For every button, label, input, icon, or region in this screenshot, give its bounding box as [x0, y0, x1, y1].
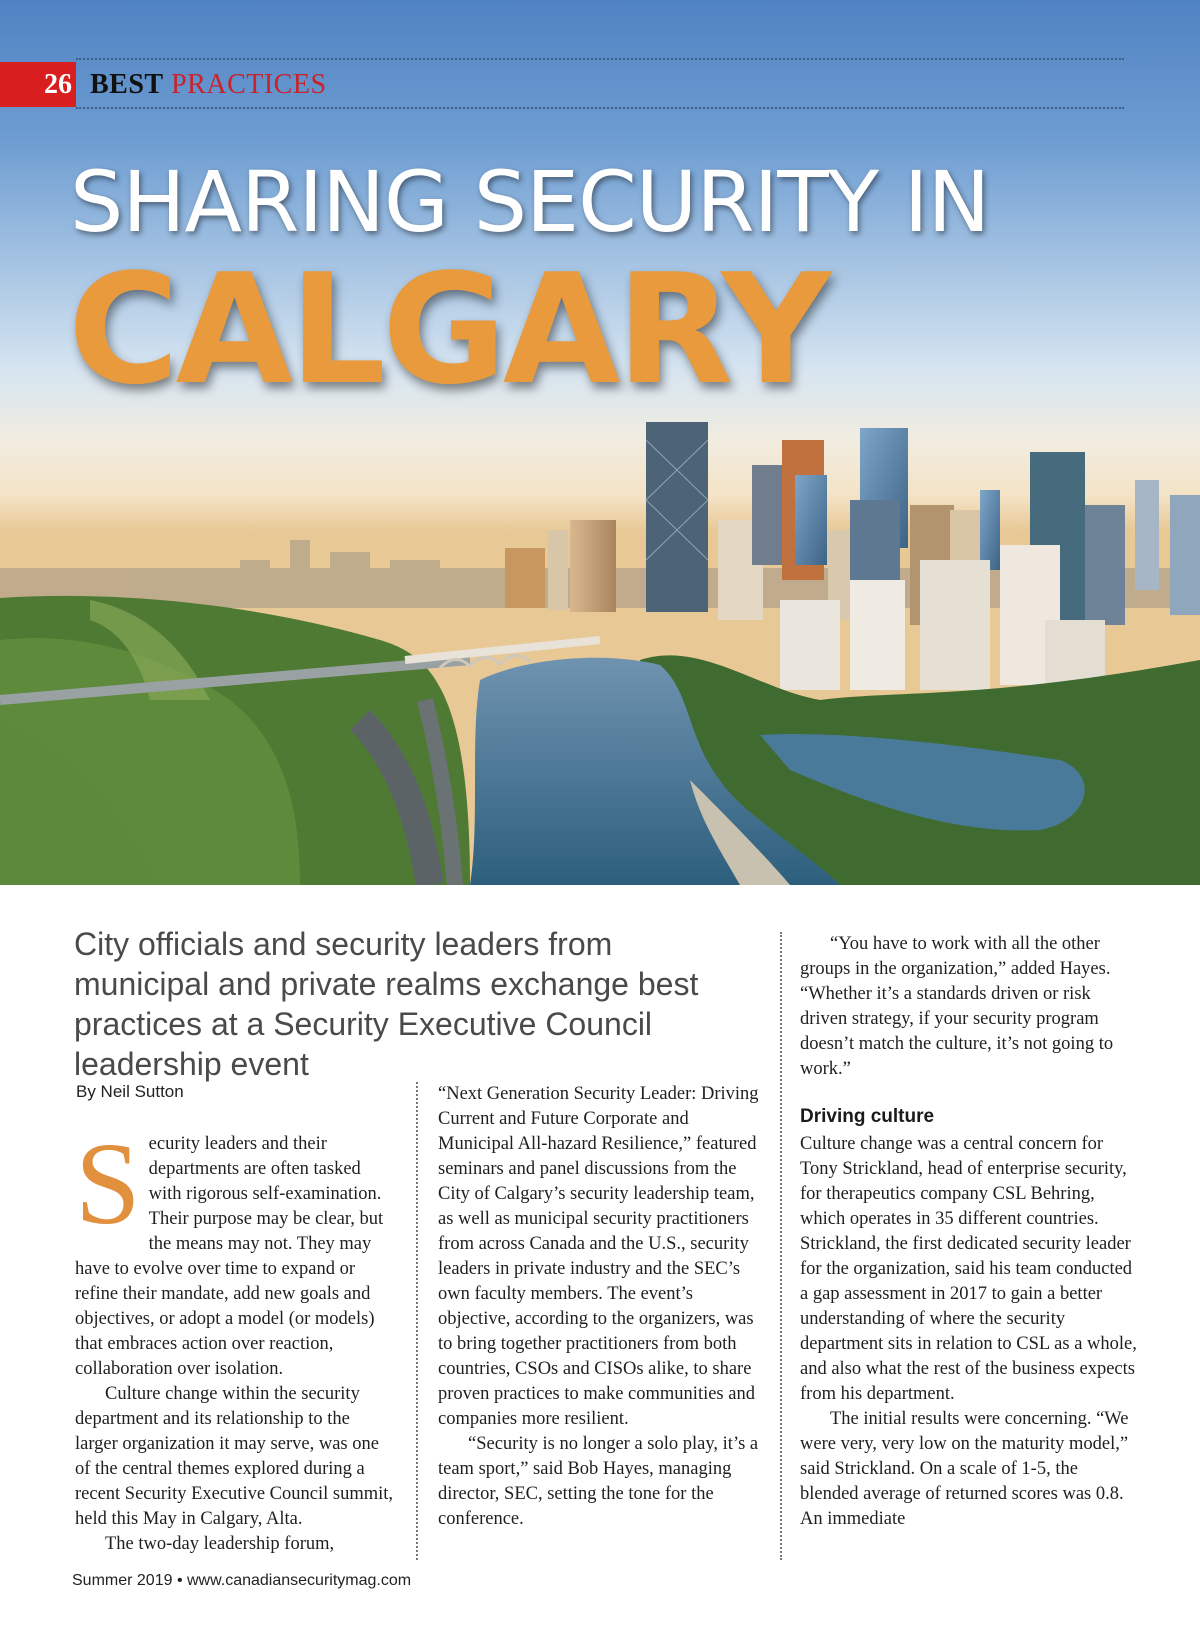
col3-paragraph-1: “You have to work with all the other groups in the organization,” added Hayes. “Whether it’s a standards driven or risk driven strategy, if your security program doesn’t match the culture, it’s not going to work.” — [800, 934, 1114, 1079]
column-3-top — [800, 932, 1140, 1082]
article-deck: City officials and security leaders from municipal and private realms exchange best practices at a Security Executive Council leadership event — [74, 926, 699, 1082]
col2-paragraph-1: “Next Generation Security Leader: Driving Current and Future Corporate and Municipal All-hazard Resilience,” featured seminars and panel discussions from the City of Calgary’s security leadership team, as well as municipal security practitioners from across Canada and the U.S., security leaders in private industry and the SEC’s own faculty members. The event’s objective, according to the organizers, was to bring together practitioners from both countries, CSOs and CISOs alike, to share proven practices to make communities and companies more resilient. — [438, 1084, 759, 1429]
section-label — [90, 66, 327, 104]
col1-paragraph-2: Culture change within the security department and its relationship to the larger organization it may serve, was one of the central themes explored during a recent Security Executive Council summit, held this May in Calgary, Alta. — [75, 1384, 394, 1529]
col3-paragraph-3: The initial results were concerning. “We were very, very low on the maturity model,” said Strickland. On a scale of 1-5, the blended average of returned scores was 0.8. An immediate — [800, 1409, 1129, 1529]
byline: By Neil Sutton — [76, 1082, 184, 1101]
header-bottom-rule — [76, 107, 1124, 109]
page-footer: Summer 2019 • www.canadiansecuritymag.com — [72, 1572, 412, 1589]
column-1 — [75, 1118, 394, 1557]
col1-paragraph-3: The two-day leadership forum, — [105, 1534, 335, 1554]
col2-paragraph-2: “Security is no longer a solo play, it’s a team sport,” said Bob Hayes, managing director, SEC, setting the tone for the conference. — [438, 1434, 759, 1529]
header-top-rule — [76, 58, 1124, 60]
column-divider-2 — [780, 932, 782, 1560]
headline-line2: CALGARY — [68, 241, 828, 418]
page-number: 26 — [0, 62, 76, 107]
column-divider-1 — [416, 1082, 418, 1560]
drop-cap: S — [75, 1118, 141, 1249]
col3-paragraph-2: Culture change was a central concern for Tony Strickland, head of enterprise security, for therapeutics company CSL Behring, which operates in 35 different countries. Strickland, the first dedicated security leader for the organization, said his team conducted a gap assessment in 2017 to gain a better understanding of where the security department sits in relation to CSL as a whole, and also what the rest of the business expects from his department. — [800, 1134, 1137, 1404]
col1-paragraph-1: ecurity leaders and their departments are often tasked with rigorous self-examination. Their purpose may be clear, but the means may not. They may have to evolve over time to expand or refine their mandate, add new goals and objectives, or adopt a model (or models) that embraces action over reaction, collaboration over isolation. — [75, 1134, 384, 1379]
subhead-driving-culture: Driving culture — [800, 1106, 935, 1127]
column-3-bottom — [800, 1132, 1140, 1532]
headline-line1: SHARING SECURITY IN — [70, 153, 990, 251]
column-2 — [438, 1082, 768, 1532]
section-label-practices: PRACTICES — [171, 69, 327, 100]
section-label-best: BEST — [90, 69, 164, 100]
